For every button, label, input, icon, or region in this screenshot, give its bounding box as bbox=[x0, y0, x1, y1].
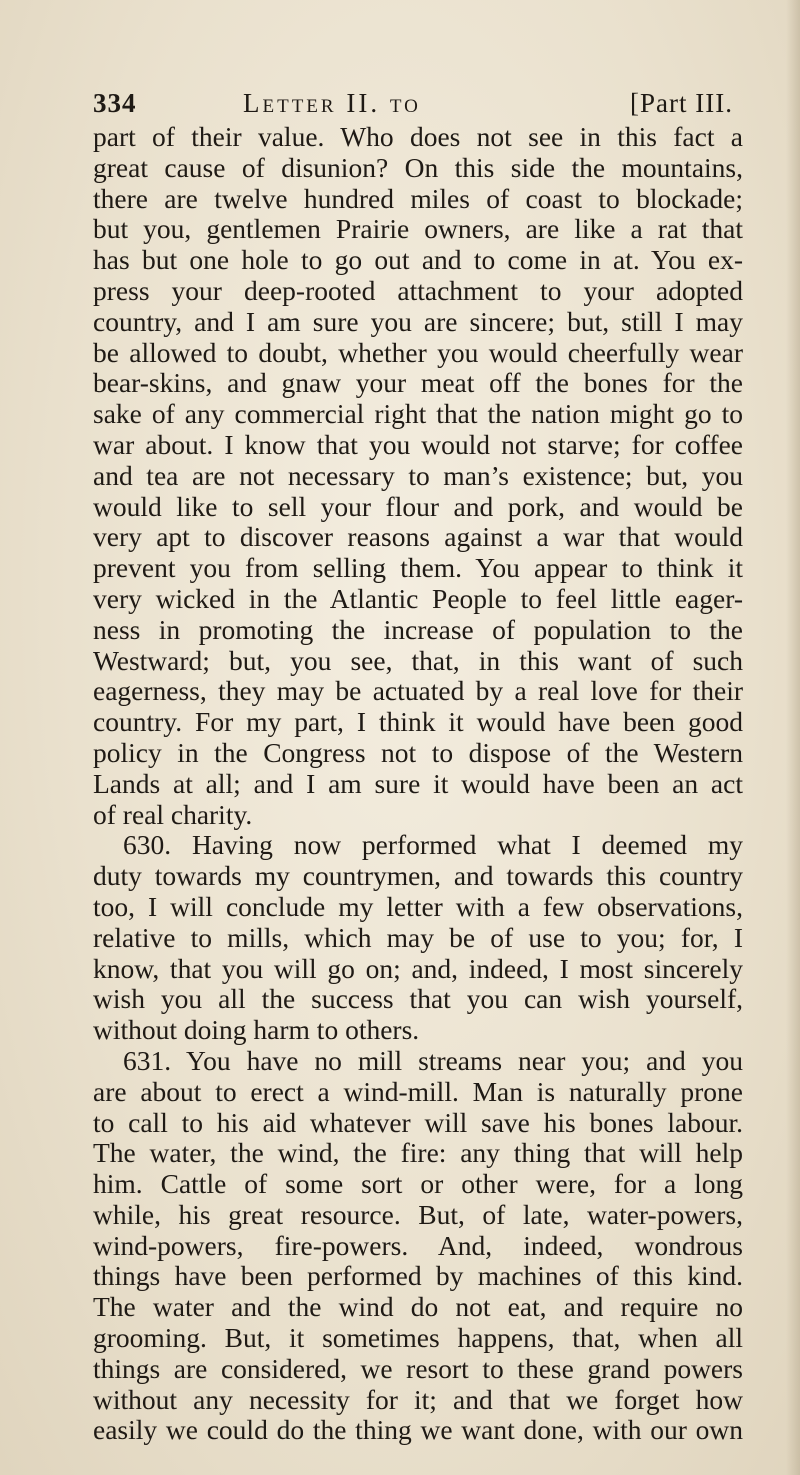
text-line: are about to erect a wind-mill. Man is naturally prone bbox=[93, 1076, 743, 1107]
text-line: things are considered, we resort to these grand powers bbox=[93, 1353, 743, 1384]
text-line: press your deep-rooted attachment to your adopted bbox=[93, 275, 743, 306]
running-header bbox=[93, 88, 733, 124]
page-number: 334 bbox=[93, 88, 137, 118]
text-line: relative to mills, which may be of use to you; for, I bbox=[93, 922, 743, 953]
text-line: war about. I know that you would not starve; for coffee bbox=[93, 429, 743, 460]
text-line: great cause of disunion? On this side the mountains, bbox=[93, 152, 743, 183]
text-line: ness in promoting the increase of population to the bbox=[93, 614, 743, 645]
text-line: eagerness, they may be actuated by a real love for their bbox=[93, 676, 743, 707]
text-line: Lands at all; and I am sure it would have been an act bbox=[93, 768, 743, 799]
text-line: while, his great resource. But, of late, water-powers, bbox=[93, 1199, 743, 1230]
text-line: things have been performed by machines of this kind. bbox=[93, 1261, 743, 1292]
text-line: without doing harm to others. bbox=[93, 1015, 420, 1046]
text-line: country. For my part, I think it would have been good bbox=[93, 707, 743, 738]
text-line: but you, gentlemen Prairie owners, are like a rat that bbox=[93, 214, 743, 245]
text-line: know, that you will go on; and, indeed, I most sincerely bbox=[93, 953, 743, 984]
text-line: to call to his aid whatever will save his bones labour. bbox=[93, 1107, 743, 1138]
text-line: wind-powers, fire-powers. And, indeed, wondrous bbox=[93, 1230, 743, 1261]
text-line: bear-skins, and gnaw your meat off the bones for the bbox=[93, 368, 743, 399]
text-line: would like to sell your flour and pork, and would be bbox=[93, 491, 743, 522]
text-line: too, I will conclude my letter with a few observations, bbox=[93, 891, 743, 922]
page-fold-shadow bbox=[786, 0, 800, 1475]
text-line: 631. You have no mill streams near you; and you bbox=[123, 1045, 743, 1076]
text-line: Westward; but, you see, that, in this want of such bbox=[93, 645, 743, 676]
text-line: has but one hole to go out and to come in at. You ex- bbox=[93, 245, 743, 276]
text-line: very wicked in the Atlantic People to feel little eager- bbox=[93, 583, 743, 614]
text-line: duty towards my countrymen, and towards this country bbox=[93, 861, 743, 892]
text-line: policy in the Congress not to dispose of the Western bbox=[93, 737, 743, 768]
text-line: The water, the wind, the fire: any thing that will help bbox=[93, 1138, 743, 1169]
text-line: grooming. But, it sometimes happens, that, when all bbox=[93, 1323, 743, 1354]
body-text bbox=[93, 122, 743, 1446]
text-line: prevent you from selling them. You appear to think it bbox=[93, 553, 743, 584]
text-line: easily we could do the thing we want done, with our own bbox=[93, 1415, 743, 1446]
text-line: country, and I am sure you are sincere; but, still I may bbox=[93, 306, 743, 337]
text-line: him. Cattle of some sort or other were, for a long bbox=[93, 1169, 743, 1200]
text-line: wish you all the success that you can wish yourself, bbox=[93, 984, 743, 1015]
text-line: be allowed to doubt, whether you would cheerfully wear bbox=[93, 337, 743, 368]
text-line: 630. Having now performed what I deemed my bbox=[123, 830, 743, 861]
running-title: Letter II. to bbox=[243, 88, 421, 118]
text-line: and tea are not necessary to man’s existence; but, you bbox=[93, 460, 743, 491]
text-line: sake of any commercial right that the nation might go to bbox=[93, 399, 743, 430]
text-line: without any necessity for it; and that we forget how bbox=[93, 1384, 743, 1415]
text-line: there are twelve hundred miles of coast to blockade; bbox=[93, 183, 743, 214]
text-line: part of their value. Who does not see in this fact a bbox=[93, 122, 743, 152]
text-line: of real charity. bbox=[93, 799, 253, 830]
text-line: very apt to discover reasons against a war that would bbox=[93, 522, 743, 553]
text-line: The water and the wind do not eat, and require no bbox=[93, 1292, 743, 1323]
part-label: [Part III. bbox=[630, 88, 733, 118]
